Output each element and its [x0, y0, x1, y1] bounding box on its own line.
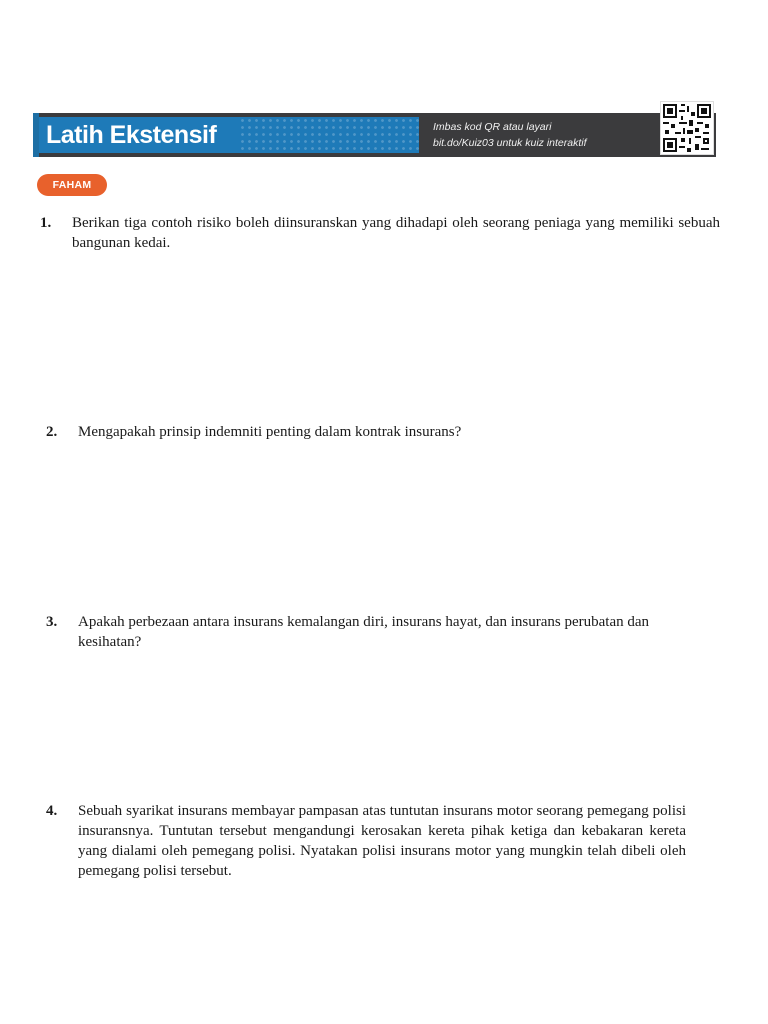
question-4	[46, 801, 686, 881]
question-2	[46, 422, 686, 442]
question-text: Sebuah syarikat insurans membayar pampasan atas tuntutan insurans motor seorang pemegang polisi insuransnya. Tuntutan tersebut mengandungi kerosakan kereta pihak ketiga dan kebakaran kereta yang dialami oleh pemegang polisi. Nyatakan polisi insurans motor yang mungkin telah dibeli oleh pemegang polisi tersebut.	[78, 803, 686, 879]
faham-badge: FAHAM	[37, 174, 107, 196]
question-1	[40, 213, 720, 253]
banner-title: Latih Ekstensif	[46, 121, 217, 149]
question-number: 2.	[46, 424, 58, 440]
banner-hint-line-1: Imbas kod QR atau layari	[433, 121, 552, 133]
question-text: Mengapakah prinsip indemniti penting dalam kontrak insurans?	[78, 424, 462, 440]
banner-hint-line-2: bit.do/Kuiz03 untuk kuiz interaktif	[433, 137, 587, 149]
question-text: Berikan tiga contoh risiko boleh diinsuranskan yang dihadapi oleh seorang peniaga yang memiliki sebuah bangunan kedai.	[72, 215, 720, 251]
banner-hint	[433, 119, 587, 151]
qr-code-icon[interactable]	[660, 101, 714, 155]
question-3	[46, 612, 686, 652]
section-banner	[33, 113, 716, 157]
question-number: 4.	[46, 803, 58, 819]
question-number: 3.	[46, 614, 58, 630]
question-number: 1.	[40, 215, 52, 231]
question-text: Apakah perbezaan antara insurans kemalangan diri, insurans hayat, dan insurans perubatan dan kesihatan?	[78, 614, 650, 650]
